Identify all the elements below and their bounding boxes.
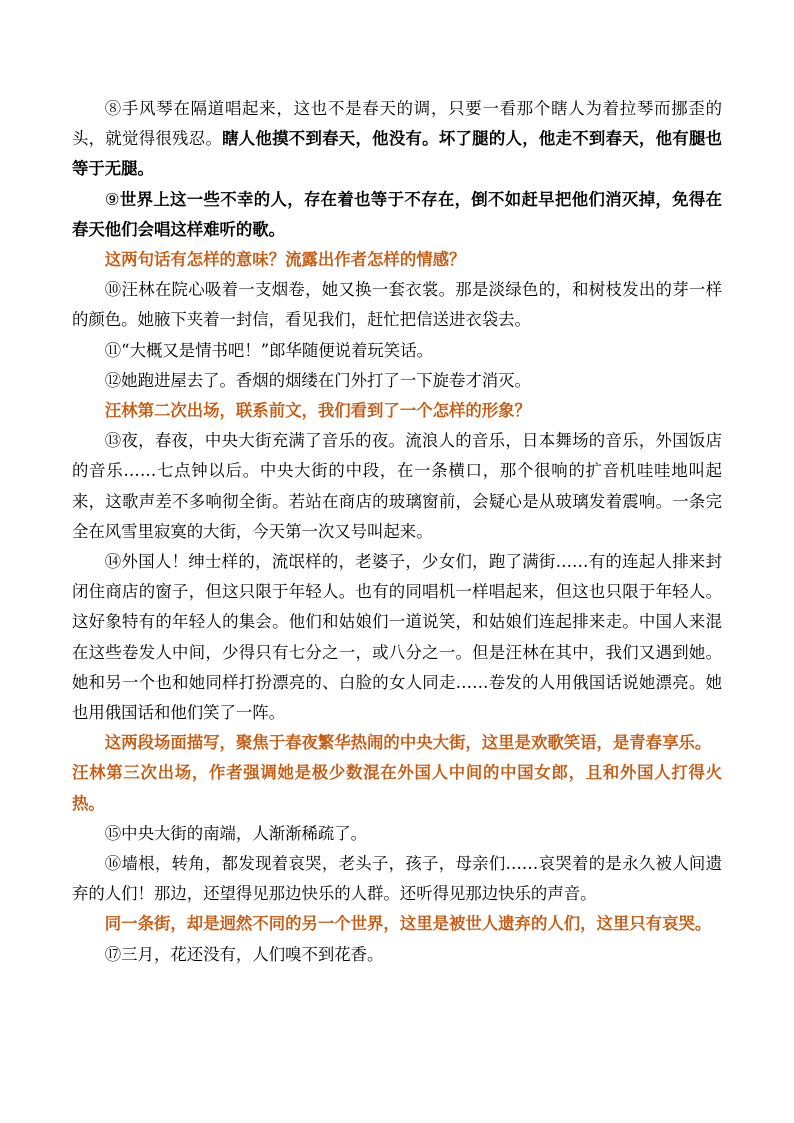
paragraph-14-text: ⑭外国人！绅士样的，流氓样的，老婆子，少女们，跑了满街……有的连起人排来封闭住商店的窗子，但这只限于年轻人。也有的同唱机一样唱起来，但这也只限于年轻人。这好象特有的年轻人的集会。他们和姑娘们一道说笑，和姑娘们连起排来走。中国人来混在这些卷发人中间，少得只有七分之一，或八分之一。但是汪林在其中，我们又遇到她。她和另一个也和她同样打扮漂亮的、白脸的女人同走……卷发的人用俄国话说她漂亮。她也用俄国话和他们笑了一阵。	[72, 552, 722, 723]
paragraph-13-text: ⑬夜，春夜，中央大街充满了音乐的夜。流浪人的音乐，日本舞场的音乐，外国饭店的音乐……七点钟以后。中央大街的中段，在一条横口，那个很响的扩音机哇哇地叫起来，这歌声差不多响彻全街。若站在商店的玻璃窗前，会疑心是从玻璃发着震响。一条完全在风雪里寂寞的大街，今天第一次又号叫起来。	[72, 431, 722, 541]
annotation-comment-3: 同一条街，却是迥然不同的另一个世界，这里是被世人遗弃的人们，这里只有哀哭。	[104, 914, 712, 934]
paragraph-17	[72, 940, 722, 970]
paragraph-8	[72, 94, 722, 185]
paragraph-9-bold-text: 世界上这一些不幸的人，存在着也等于不存在，倒不如赶早把他们消灭掉，免得在春天他们会唱这样难听的歌。	[72, 189, 722, 239]
paragraph-8-text: ⑧手风琴在隔道唱起来，这也不是春天的调，只要一看那个瞎人为着拉琴而挪歪的头，就觉得很残忍。	[72, 99, 722, 149]
annotation-comment-2: 汪林第三次出场，作者强调她是极少数混在外国人中间的中国女郎，且和外国人打得火热。	[72, 763, 722, 813]
paragraph-15	[72, 819, 722, 849]
paragraph-9	[72, 185, 722, 245]
paragraph-15-text: ⑮中央大街的南端，人渐渐稀疏了。	[104, 823, 368, 843]
paragraph-11-text: ⑪“大概又是情书吧！”郎华随便说着玩笑话。	[104, 340, 433, 360]
document-body	[72, 94, 722, 970]
paragraph-13	[72, 426, 722, 547]
paragraph-12	[72, 366, 722, 396]
annotation-comment-1: 这两段场面描写，聚焦于春夜繁华热闹的中央大街，这里是欢歌笑语，是青春享乐。	[104, 733, 712, 753]
paragraph-16	[72, 849, 722, 909]
paragraph-9-number: ⑨	[104, 189, 120, 209]
paragraph-17-text: ⑰三月，花还没有，人们嗅不到花香。	[104, 944, 384, 964]
paragraph-10	[72, 275, 722, 335]
paragraph-14	[72, 547, 722, 728]
annotation-question-2: 汪林第二次出场，联系前文，我们看到了一个怎样的形象？	[104, 401, 531, 421]
paragraph-10-text: ⑩汪林在院心吸着一支烟卷，她又换一套衣裳。那是淡绿色的，和树枝发出的芽一样的颜色。她腋下夹着一封信，看见我们，赶忙把信送进衣袋去。	[72, 280, 722, 330]
paragraph-12-text: ⑫她跑进屋去了。香烟的烟缕在门外打了一下旋卷才消灭。	[104, 370, 531, 390]
paragraph-8-bold-text: 瞎人他摸不到春天，他没有。坏了腿的人，他走不到春天，他有腿也等于无腿。	[72, 129, 723, 179]
paragraph-11	[72, 336, 722, 366]
annotation-question-1: 这两句话有怎样的意味？流露出作者怎样的情感？	[104, 250, 466, 270]
paragraph-16-text: ⑯墙根，转角，都发现着哀哭，老头子，孩子，母亲们……哀哭着的是永久被人间遗弃的人们！那边，还望得见那边快乐的人群。还听得见那边快乐的声音。	[72, 854, 722, 904]
